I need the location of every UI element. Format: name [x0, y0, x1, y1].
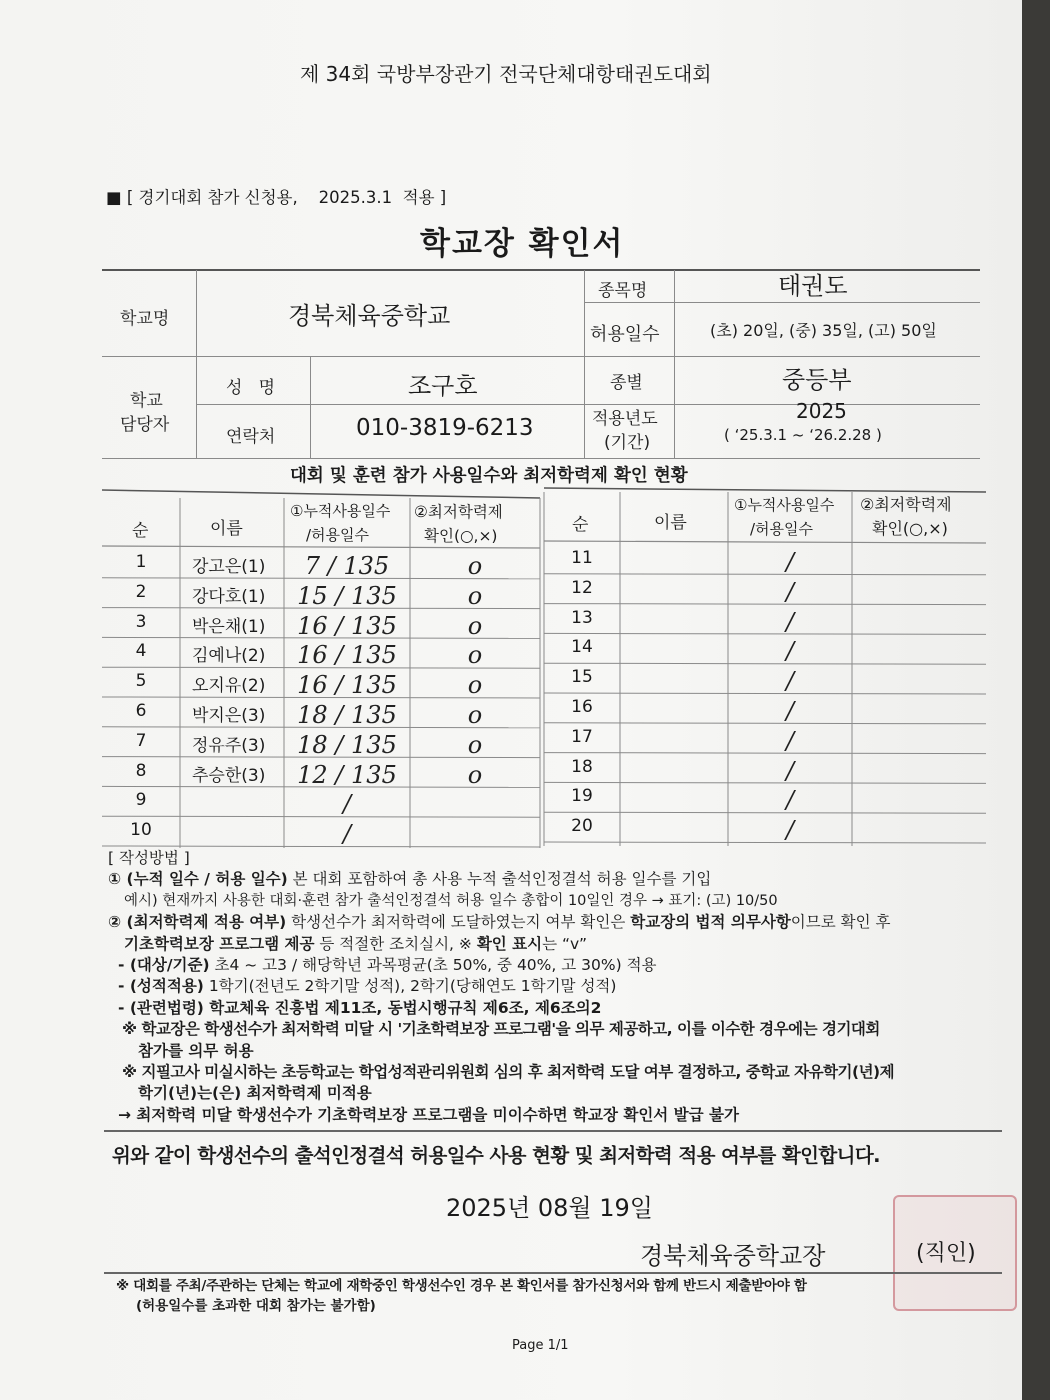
min-academic-check: o [467, 701, 483, 729]
header-no-right: 순 [572, 515, 589, 535]
row-number: 18 [571, 756, 593, 777]
min-academic-check: o [467, 552, 483, 580]
cumulative-days: / [342, 790, 352, 819]
row-number: 6 [135, 701, 147, 721]
row-number: 8 [135, 760, 147, 781]
row-number: 19 [571, 786, 593, 807]
row-number: 7 [135, 730, 147, 751]
footer-rule [104, 1130, 1002, 1132]
min-academic-check: o [467, 641, 483, 670]
note-elementary: ※ 지필고사 미실시하는 초등학교는 학업성적관리위원회 심의 후 최저학력 도달 여부 결정하고, 중학교 자유학기(년)제 [122, 1063, 895, 1082]
issue-date: 2025년 08월 19일 [446, 1194, 653, 1222]
header-name-right: 이름 [654, 513, 687, 533]
table-title: 대회 및 훈련 참가 사용일수와 최저학력제 확인 현황 [290, 466, 688, 486]
school-label: 학교명 [120, 309, 170, 329]
principal-name: 경북체육중학교장 [640, 1242, 826, 1270]
header-check-left-2: 확인(○,×) [424, 527, 498, 545]
header-days-left-2: /허용일수 [306, 526, 370, 544]
cumulative-days: / [785, 786, 795, 815]
student-name: 강다호(1) [192, 586, 266, 607]
row-number: 10 [130, 820, 152, 841]
header-days-right-2: /허용일수 [750, 520, 814, 538]
row-number: 17 [571, 726, 593, 747]
cumulative-days: 18 / 135 [297, 701, 397, 729]
min-academic-check: o [467, 671, 483, 700]
year-label-2: (기간) [604, 433, 651, 453]
year-value: 2025 [796, 399, 847, 423]
row-number: 4 [135, 641, 147, 662]
school-value: 경북체육중학교 [288, 302, 451, 330]
row-number: 2 [135, 581, 147, 602]
note-issuance: → 최저학력 미달 학생선수가 기초학력보장 프로그램을 미이수하면 학교장 확인서 발급 불가 [118, 1105, 739, 1124]
header-check-right-1: ②최저학력제 [860, 495, 952, 514]
row-number: 13 [571, 607, 593, 628]
row-number: 14 [571, 637, 593, 658]
cumulative-days: 15 / 135 [297, 581, 397, 610]
name-value: 조구호 [408, 372, 478, 400]
note-elementary-cont: 학기(년)는(은) 최저학력제 미적용 [138, 1084, 372, 1103]
table-grid-line [102, 490, 540, 498]
manager-label-2: 담당자 [120, 415, 170, 435]
header-check-right-2: 확인(○,×) [872, 519, 948, 538]
min-academic-check: o [467, 730, 483, 759]
student-name: 박지은(3) [192, 706, 266, 726]
cumulative-days: 16 / 135 [297, 671, 397, 700]
main-title: 학교장 확인서 [420, 226, 625, 262]
manager-label-1: 학교 [130, 391, 163, 411]
sport-value: 태권도 [778, 272, 848, 300]
row-number: 20 [571, 816, 593, 837]
confirm-statement: 위와 같이 학생선수의 출석인정결석 허용일수 사용 현황 및 최저학력 적용 여부를 확인합니다. [112, 1144, 880, 1167]
min-academic-check: o [467, 581, 483, 610]
header-days-right-1: ①누적사용일수 [734, 496, 835, 514]
contact-label: 연락처 [226, 427, 276, 447]
footnote-2: (허용일수를 초과한 대회 참가는 불가함) [136, 1298, 376, 1314]
page-number: Page 1/1 [512, 1338, 569, 1353]
row-number: 12 [571, 577, 593, 598]
form-note: ■ [ 경기대회 참가 신청용, 2025.3.1 적용 ] [106, 188, 447, 207]
cumulative-days: / [785, 548, 795, 576]
cumulative-days: 7 / 135 [304, 552, 390, 580]
student-name: 김예나(2) [192, 646, 266, 667]
row-number: 16 [571, 697, 593, 717]
student-name: 오지유(2) [192, 676, 266, 697]
cumulative-days: / [785, 726, 795, 755]
note-1-example: 예시) 현재까지 사용한 대회·훈련 참가 출석인정결석 허용 일수 총합이 10일인 경우 → 표기: (고) 10/50 [124, 892, 778, 909]
note-grades: - (성적적용) 1학기(전년도 2학기말 성적), 2학기(당해연도 1학기말 성적) [118, 977, 617, 996]
contact-value: 010-3819-6213 [356, 415, 534, 441]
note-laws: - (관련법령) 학교체육 진흥법 제11조, 동법시행규칙 제6조, 제6조의2 [118, 998, 602, 1017]
seal-label: (직인) [916, 1241, 976, 1266]
footnote-1: ※ 대회를 주최/주관하는 단체는 학교에 재학중인 학생선수인 경우 본 확인서를 참가신청서와 함께 반드시 제출받아야 함 [116, 1278, 807, 1294]
table-grid-line [544, 541, 986, 543]
note-target: - (대상/기준) 초4 ~ 고3 / 해당학년 과목평균(초 50%, 중 40%, 고 30%) 적용 [118, 956, 657, 975]
min-academic-check: o [467, 611, 483, 640]
note-3: 기초학력보장 프로그램 제공 등 적절한 조치실시, ※ 확인 표시는 “v” [124, 934, 587, 953]
year-label-1: 적용년도 [592, 409, 658, 429]
cumulative-days: / [785, 637, 795, 666]
name-label: 성 명 [226, 378, 276, 398]
cumulative-days: / [342, 820, 352, 849]
row-number: 15 [571, 667, 593, 688]
event-title: 제 34회 국방부장관기 전국단체대항태권도대회 [300, 62, 712, 86]
header-name-left: 이름 [210, 519, 243, 539]
student-name: 강고은(1) [192, 557, 266, 577]
min-academic-check: o [467, 760, 483, 789]
note-principal-duty: ※ 학교장은 학생선수가 최저학력 미달 시 '기초학력보장 프로그램'을 의무 제공하고, 이를 이수한 경우에는 경기대회 [122, 1020, 880, 1039]
row-number: 5 [135, 671, 147, 692]
allowed-days-label: 허용일수 [590, 324, 660, 345]
period-value: ( ‘25.3.1 ~ ‘26.2.28 ) [724, 426, 882, 444]
header-days-left-1: ①누적사용일수 [290, 502, 391, 520]
category-label: 종별 [610, 373, 643, 393]
cumulative-days: / [785, 697, 795, 725]
allowed-days-value: (초) 20일, (중) 35일, (고) 50일 [710, 321, 937, 340]
cumulative-days: 16 / 135 [297, 641, 397, 670]
notes-heading: [ 작성방법 ] [108, 849, 190, 867]
note-1: ① (누적 일수 / 허용 일수) 본 대회 포함하여 총 사용 누적 출석인정결석 허용 일수를 기입 [108, 870, 712, 889]
header-no-left: 순 [132, 521, 149, 541]
cumulative-days: / [785, 667, 795, 696]
student-name: 정유주(3) [192, 735, 266, 756]
cumulative-days: / [785, 816, 795, 845]
row-number: 3 [135, 611, 147, 632]
cumulative-days: / [785, 577, 795, 606]
cumulative-days: 16 / 135 [297, 611, 397, 640]
cumulative-days: 12 / 135 [297, 760, 397, 789]
row-number: 1 [135, 552, 147, 572]
cumulative-days: / [785, 756, 795, 785]
student-name: 박은채(1) [192, 616, 266, 637]
row-number: 11 [571, 548, 593, 568]
cumulative-days: / [785, 607, 795, 636]
table-grid-line [102, 546, 540, 548]
cumulative-days: 18 / 135 [297, 730, 397, 759]
writing-instructions [108, 848, 1008, 1126]
sport-label: 종목명 [598, 281, 648, 301]
row-number: 9 [135, 790, 147, 811]
header-check-left-1: ②최저학력제 [414, 503, 503, 521]
student-name: 추승한(3) [192, 765, 266, 786]
note-principal-duty-cont: 참가를 의무 허용 [138, 1041, 254, 1060]
category-value: 중등부 [782, 366, 852, 394]
note-2: ② (최저학력제 적용 여부) 학생선수가 최저학력에 도달하였는지 여부 확인은 학교장의 법적 의무사항이므로 확인 후 [108, 913, 891, 932]
